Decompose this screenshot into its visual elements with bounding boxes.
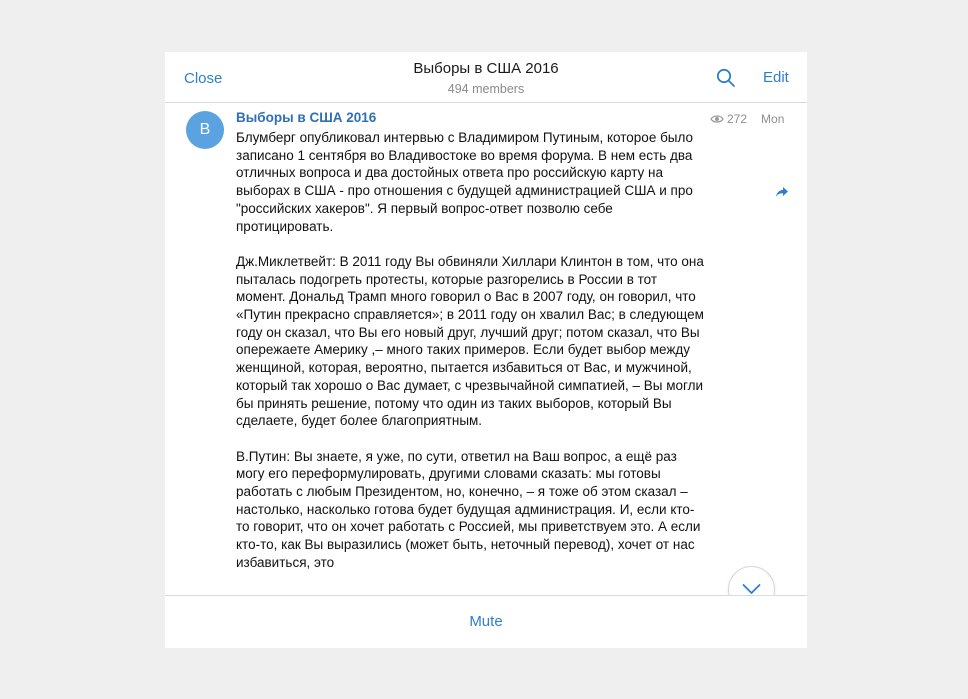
views-count: 272 [727,112,748,126]
message-day: Mon [761,112,785,126]
message-paragraph: Дж.Миклетвейт: В 2011 году Вы обвиняли Хиллари Клинтон в том, что она пыталась подогреть протесты, которые разгорелись в России в тот момент. Дональд Трамп много говорил о Вас в 2007 году, он говорил, что «Путин прекрасно справляется»; в 2011 году он хвалил Вас; в следующем году он сказал, что Вы его новый друг, лучший друг; потом сказал, что Вы опережаете Америку ,– много таких примеров. Если будет выбор между женщиной, которая, вероятно, пытается избавиться от Вас, и мужчиной, который так хорошо о Вас думает, с чрезвычайной симпатией, – Вы могли бы принять решение, потому что один из таких выборов, который Вы сделаете, будет более благоприятным. [236,253,704,429]
footer-bar [165,595,807,648]
share-icon[interactable] [775,186,789,198]
search-icon[interactable] [716,68,736,88]
chat-window [165,52,807,648]
message-paragraph: В.Путин: Вы знаете, я уже, по сути, ответил на Ваш вопрос, а ещё раз могу его переформулировать, другими словами сказать: мы готовы работать с любым Президентом, но, конечно, – я тоже об этом сказал – настолько, насколько готова будет будущая администрация. И, если кто-то говорит, что он хочет работать с Россией, мы приветствуем это. А если кто-то, как Вы выразились (может быть, неточный перевод), хочет от нас избавиться, это [236,448,701,570]
message-text [236,129,704,589]
members-count: 494 members [447,82,525,96]
avatar[interactable]: В [186,111,224,149]
eye-icon [710,114,724,124]
mute-button[interactable]: Mute [469,613,503,630]
header-bar [165,52,807,103]
message-area[interactable] [165,103,807,595]
chevron-down-icon [742,583,761,595]
chat-title: Выборы в США 2016 [413,60,559,77]
message-meta [710,112,784,126]
scroll-down-button[interactable] [728,566,775,595]
close-button[interactable]: Close [184,70,223,87]
channel-name[interactable]: Выборы в США 2016 [236,110,377,125]
header-title-group [165,60,807,97]
message-paragraph: Блумберг опубликовал интервью с Владимиром Путиным, которое было записано 1 сентября во Владивостоке во время форума. В нем есть два отличных вопроса и два достойных ответа про российскую карту на выборах в США - про отношения с будущей администрацией США и про "российских хакеров". Я первый вопрос-ответ позволю себе протицировать. [236,130,694,234]
edit-button[interactable]: Edit [763,69,789,86]
